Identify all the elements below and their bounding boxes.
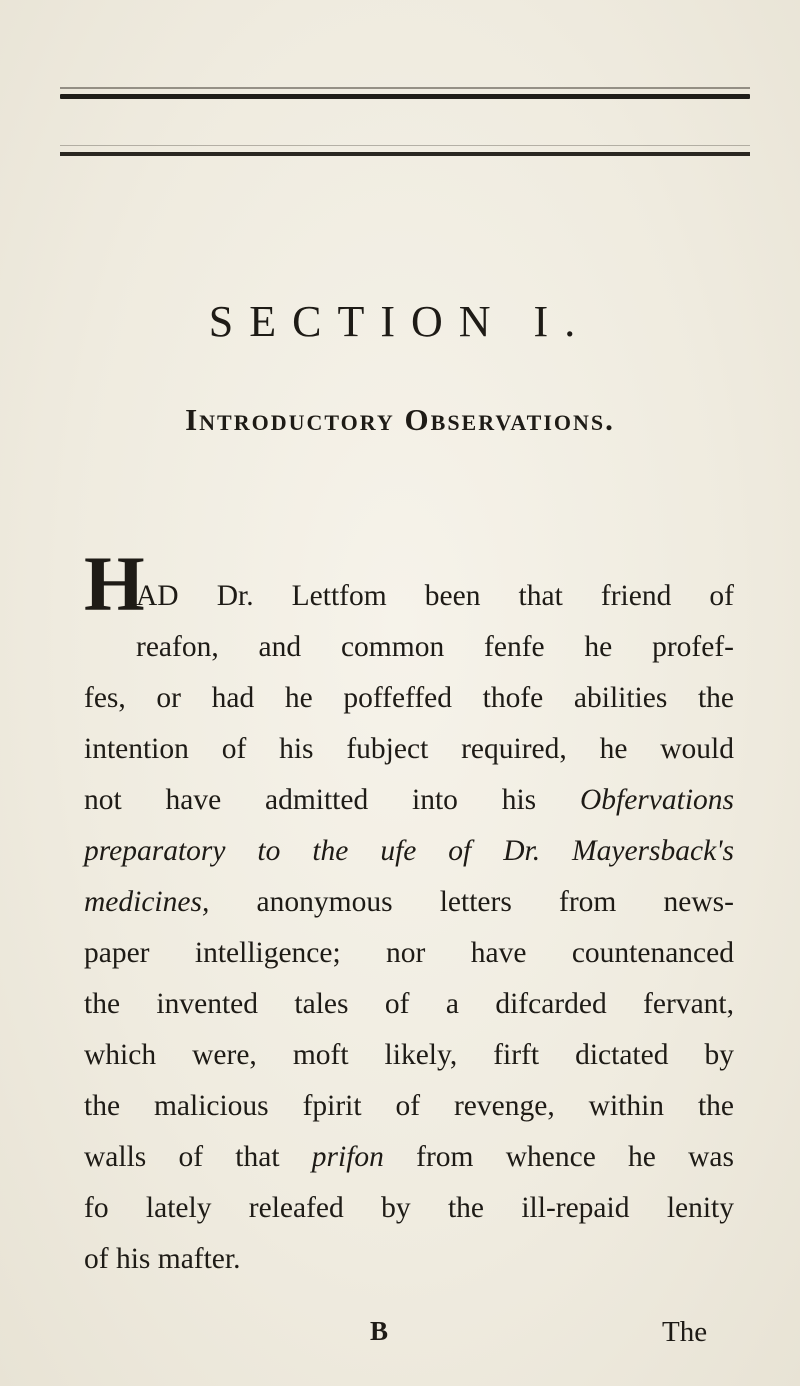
italic-fragment: Obfervations xyxy=(579,784,734,816)
italic-fragment: prifon xyxy=(311,1141,384,1173)
drop-cap: H xyxy=(84,540,145,627)
text-line: AD Dr. Lettfom been that friend of xyxy=(136,580,734,612)
text-line: fo lately releafed by the ill-repaid lenity xyxy=(84,1192,734,1224)
text-fragment: walls of that xyxy=(84,1141,280,1173)
text-line: intention of his fubject required, he would xyxy=(84,733,734,765)
text-line: of his mafter. xyxy=(84,1243,241,1275)
text-fragment: anonymous letters from news- xyxy=(209,886,734,918)
text-line: the malicious fpirit of revenge, within the xyxy=(84,1090,734,1122)
catchword: The xyxy=(662,1316,708,1348)
text-line xyxy=(84,775,734,826)
section-title: SECTION I. xyxy=(208,297,592,346)
text-line xyxy=(84,1132,734,1183)
text-line xyxy=(84,877,734,928)
text-line: the invented tales of a difcarded fervant, xyxy=(84,988,734,1020)
text-fragment: not have admitted into his xyxy=(84,784,537,816)
text-line: which were, moft likely, firft dictated by xyxy=(84,1039,734,1071)
second-rule-thin xyxy=(60,145,750,146)
text-line: preparatory to the ufe of Dr. Mayersback's xyxy=(84,835,734,867)
text-line: reafon, and common fenfe he profef- xyxy=(136,631,734,663)
top-rule xyxy=(60,94,750,99)
second-rule xyxy=(60,152,750,156)
text-fragment: from whence he was xyxy=(416,1141,734,1173)
italic-fragment: medicines, xyxy=(84,886,210,918)
section-subtitle: Introductory Observations. xyxy=(185,402,615,437)
body-paragraph xyxy=(84,571,734,1285)
signature-mark: B xyxy=(370,1316,389,1346)
top-rule-thin xyxy=(60,87,750,89)
text-line: fes, or had he poffeffed thofe abilities the xyxy=(84,682,734,714)
text-line: paper intelligence; nor have countenanced xyxy=(84,937,734,969)
